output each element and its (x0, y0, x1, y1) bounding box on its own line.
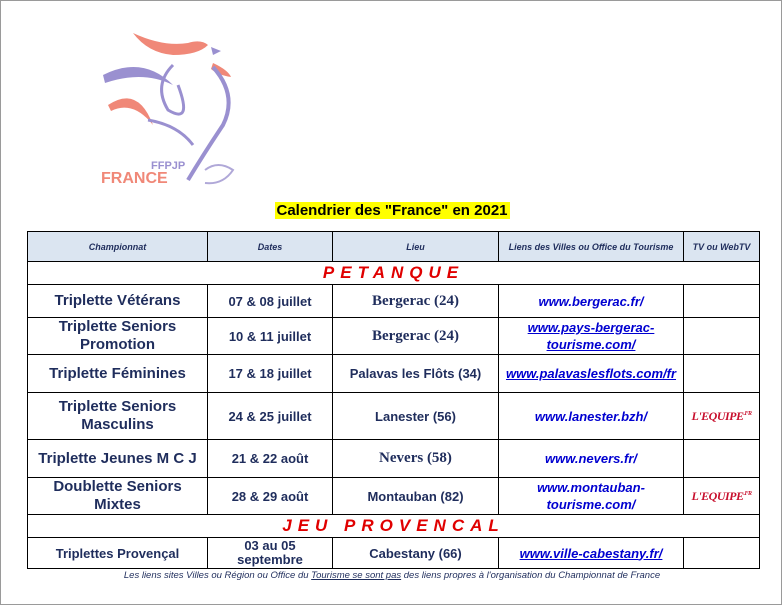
tv-cell (684, 318, 760, 355)
lequipe-logo: $L'EQUIPE^{.FR}$ (691, 409, 752, 423)
tv-cell (684, 393, 760, 440)
table-row (28, 318, 760, 355)
lieu: Lanester (56) (333, 393, 499, 440)
table-row (28, 538, 760, 569)
city-link[interactable]: www.pays-bergerac-tourisme.com/ (499, 318, 684, 355)
lieu: Palavas les Flôts (34) (333, 355, 499, 393)
tv-cell (684, 440, 760, 478)
championnat: Triplette Seniors Promotion (28, 318, 208, 355)
page-title: Calendrier des "France" en 2021 (276, 202, 508, 219)
city-link[interactable]: www.ville-cabestany.fr/ (499, 538, 684, 569)
lieu: Bergerac (24) (333, 285, 499, 318)
calendar-table (27, 231, 760, 569)
championnat: Doublette Seniors Mixtes (28, 478, 208, 515)
city-link[interactable]: www.bergerac.fr/ (499, 285, 684, 318)
logo-ffpjp: FFPJP (151, 160, 186, 172)
table-row (28, 393, 760, 440)
lieu: Cabestany (66) (333, 538, 499, 569)
tv-cell (684, 538, 760, 569)
dates: 21 & 22 août (208, 440, 333, 478)
table-header-row (28, 232, 760, 262)
tv-cell (684, 478, 760, 515)
table-row (28, 355, 760, 393)
header-dates: Dates (208, 232, 333, 262)
city-link[interactable]: www.nevers.fr/ (499, 440, 684, 478)
section-jeu-provencal: JEU PROVENCAL (28, 515, 760, 538)
tv-cell (684, 285, 760, 318)
ffpjp-rooster-logo (93, 25, 253, 190)
dates: 28 & 29 août (208, 478, 333, 515)
lieu: Nevers (58) (333, 440, 499, 478)
table-row (28, 440, 760, 478)
section-petanque: PETANQUE (28, 262, 760, 285)
dates: 10 & 11 juillet (208, 318, 333, 355)
championnat: Triplette Féminines (28, 355, 208, 393)
header-tv: TV ou WebTV (684, 232, 760, 262)
championnat: Triplettes Provençal (28, 538, 208, 569)
dates: 17 & 18 juillet (208, 355, 333, 393)
dates: 03 au 05 septembre (208, 538, 333, 569)
lieu: Bergerac (24) (333, 318, 499, 355)
header-lieu: Lieu (333, 232, 499, 262)
city-link[interactable]: www.lanester.bzh/ (499, 393, 684, 440)
dates: 24 & 25 juillet (208, 393, 333, 440)
logo-france: FRANCE (101, 170, 168, 187)
dates: 07 & 08 juillet (208, 285, 333, 318)
city-link[interactable]: www.montauban-tourisme.com/ (499, 478, 684, 515)
championnat: Triplette Vétérans (28, 285, 208, 318)
city-link[interactable]: www.palavaslesflots.com/fr (499, 355, 684, 393)
header-liens: Liens des Villes ou Office du Tourisme (499, 232, 684, 262)
table-row (28, 478, 760, 515)
championnat: Triplette Seniors Masculins (28, 393, 208, 440)
lieu: Montauban (82) (333, 478, 499, 515)
footnote: Les liens sites Villes ou Région ou Office du Tourisme se sont pas des liens propres à l'organisation du Championnat de France (123, 570, 661, 581)
championnat: Triplette Jeunes M C J (28, 440, 208, 478)
table-row (28, 285, 760, 318)
tv-cell (684, 355, 760, 393)
header-championnat: Championnat (28, 232, 208, 262)
lequipe-logo: $L'EQUIPE^{.FR}$ (691, 489, 752, 503)
